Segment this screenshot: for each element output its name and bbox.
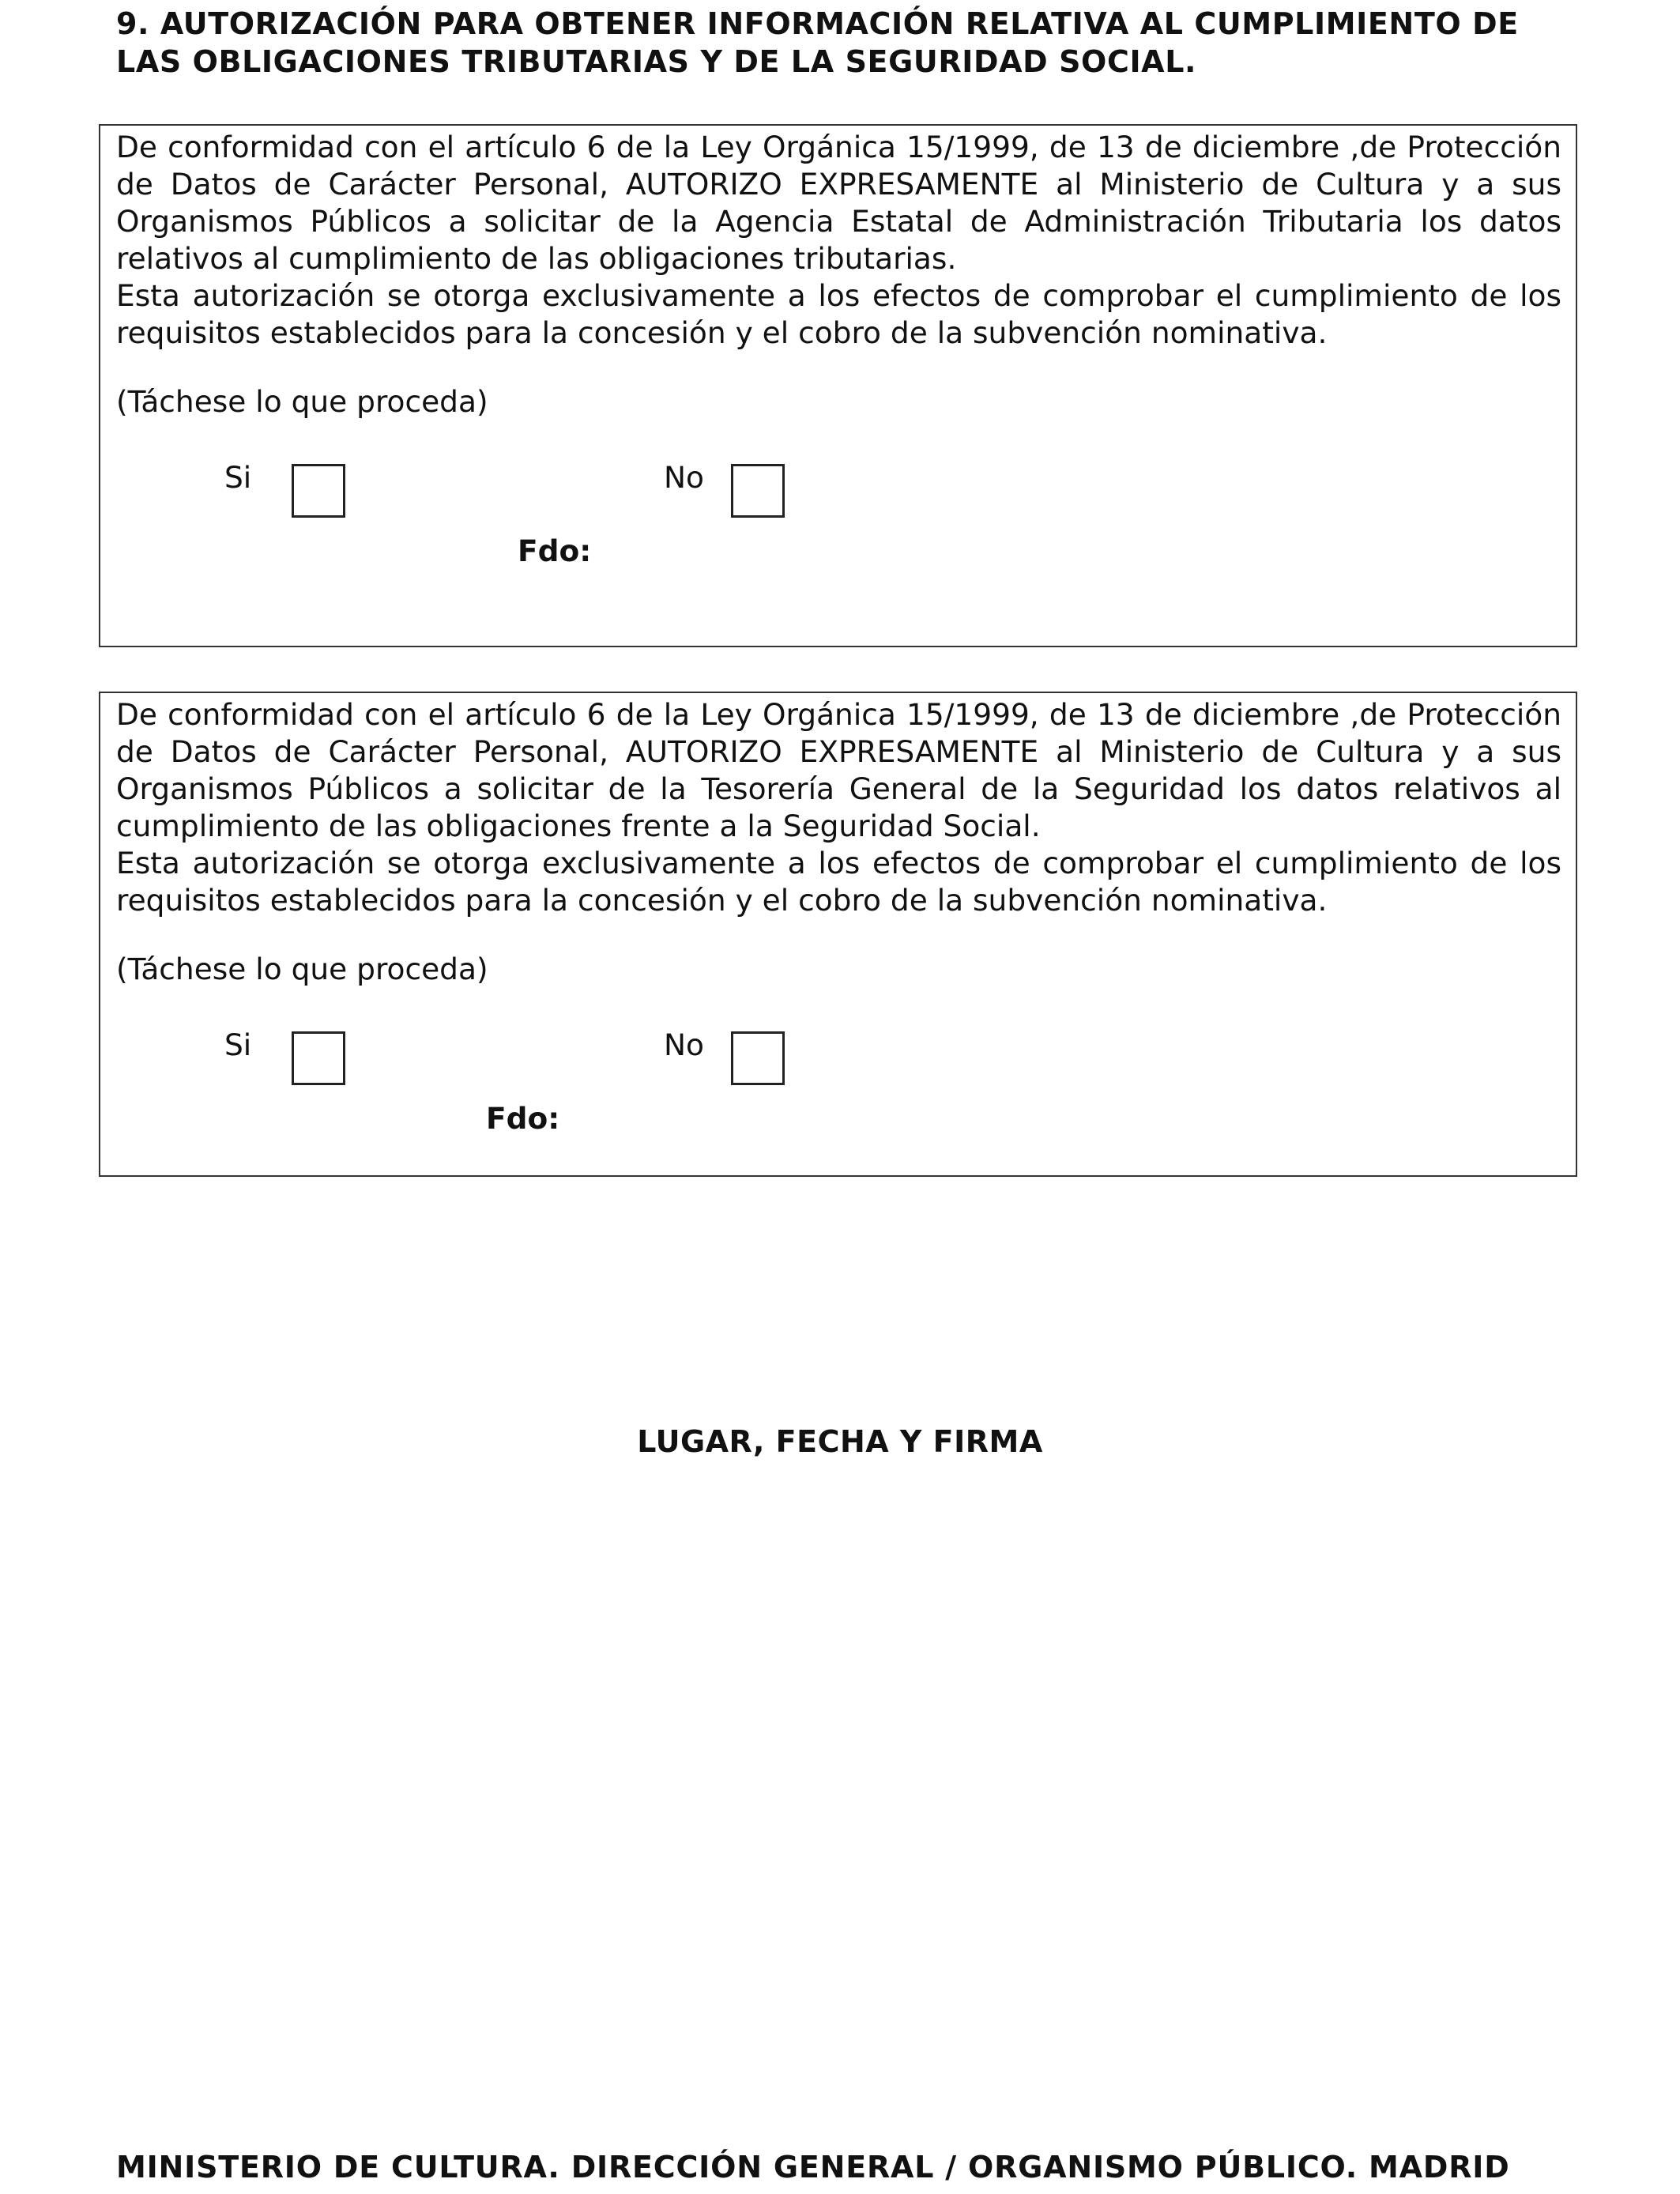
section-heading: [116, 5, 1578, 81]
social-security-yes-label: Si: [224, 1027, 252, 1062]
tax-yes-checkbox[interactable]: [292, 464, 345, 518]
tax-no-checkbox[interactable]: [731, 464, 785, 518]
tax-no-label: No: [664, 460, 704, 495]
social-security-authorization-text: [116, 696, 1561, 919]
social-security-authorization-paragraph: De conformidad con el artículo 6 de la Ley Orgánica 15/1999, de 13 de diciembre ,de Protección de Datos de Carácter Personal, AUTORIZO EXPRESAMENTE al Ministerio de Cultura y a sus Organismos Públicos a solicitar de la Tesorería General de la Seguridad los datos relativos al cumplimiento de las obligaciones frente a la Seguridad Social.: [116, 697, 1561, 843]
section-heading-line-1: 9. AUTORIZACIÓN PARA OBTENER INFORMACIÓN RELATIVA AL CUMPLIMIENTO DE: [116, 6, 1519, 41]
social-security-no-label: No: [664, 1027, 704, 1062]
tax-authorization-scope: Esta autorización se otorga exclusivamente a los efectos de comprobar el cumplimiento de los requisitos establecidos para la concesión y el cobro de la subvención nominativa.: [116, 278, 1561, 350]
tax-authorization-box: [99, 124, 1577, 647]
tax-yes-label: Si: [224, 460, 252, 495]
footer-ministry: MINISTERIO DE CULTURA. DIRECCIÓN GENERAL / ORGANISMO PÚBLICO. MADRID: [116, 2150, 1510, 2185]
tax-strike-instruction: (Táchese lo que proceda): [116, 384, 488, 419]
tax-authorization-paragraph: De conformidad con el artículo 6 de la Ley Orgánica 15/1999, de 13 de diciembre ,de Protección de Datos de Carácter Personal, AUTORIZO EXPRESAMENTE al Ministerio de Cultura y a sus Organismos Públicos a solicitar de la Agencia Estatal de Administración Tributaria los datos relativos al cumplimiento de las obligaciones tributarias.: [116, 130, 1561, 276]
social-security-authorization-box: [99, 692, 1577, 1177]
tax-signature-label: Fdo:: [518, 533, 592, 568]
section-heading-line-2: LAS OBLIGACIONES TRIBUTARIAS Y DE LA SEGURIDAD SOCIAL.: [116, 44, 1197, 79]
social-security-authorization-scope: Esta autorización se otorga exclusivamente a los efectos de comprobar el cumplimiento de los requisitos establecidos para la concesión y el cobro de la subvención nominativa.: [116, 846, 1561, 918]
social-security-no-checkbox[interactable]: [731, 1031, 785, 1085]
tax-authorization-text: [116, 129, 1561, 352]
place-date-signature-label: LUGAR, FECHA Y FIRMA: [637, 1424, 1043, 1459]
social-security-yes-checkbox[interactable]: [292, 1031, 345, 1085]
social-security-strike-instruction: (Táchese lo que proceda): [116, 952, 488, 986]
social-security-signature-label: Fdo:: [486, 1101, 560, 1136]
